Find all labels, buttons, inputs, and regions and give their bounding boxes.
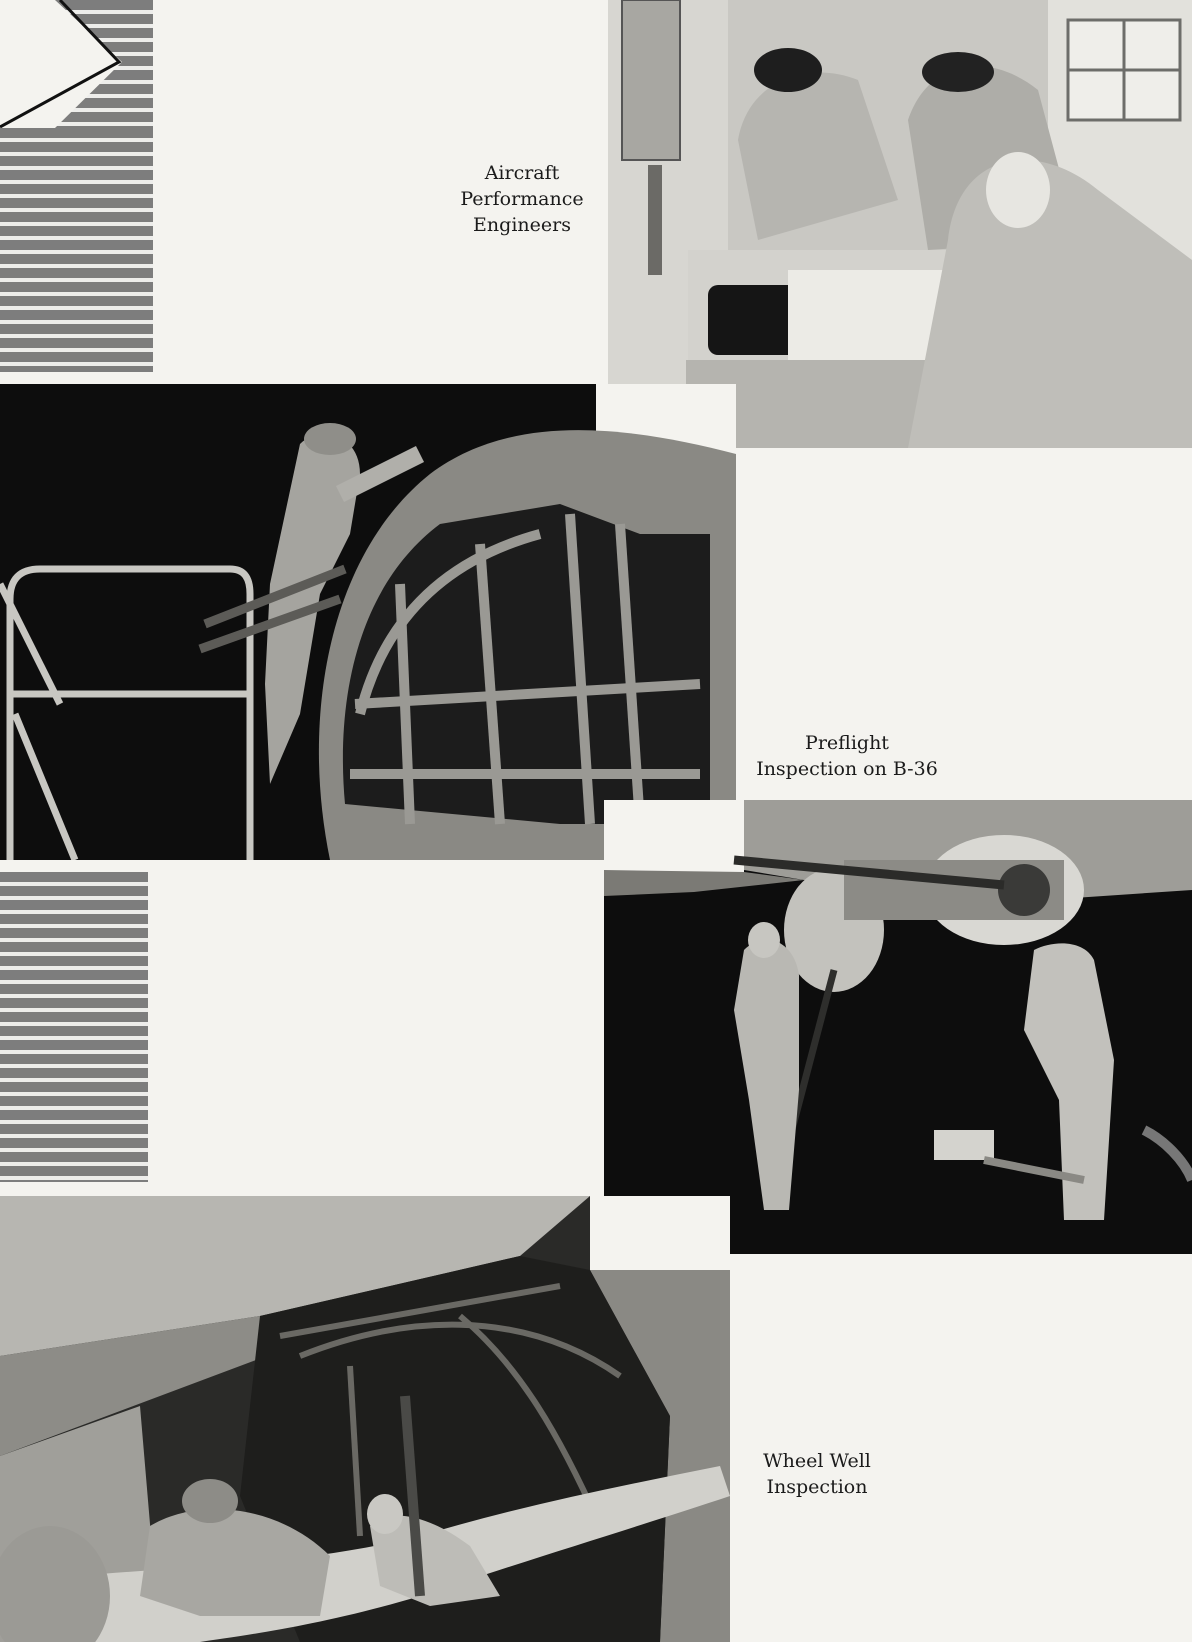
arrow-banner [0,0,153,128]
photo-preflight-turret-inspection [604,800,1192,1254]
caption-wheel-well-inspection [752,1448,882,1500]
caption-line: Inspection [766,1476,868,1498]
photo-aircraft-performance-engineers [608,0,1192,448]
photo-preflight-nose-inspection [0,384,736,860]
caption-line: Inspection on B-36 [756,758,938,780]
caption-line: Engineers [473,214,571,236]
photo-wheel-well-inspection [0,1196,730,1642]
caption-preflight-inspection-b36 [752,730,942,782]
caption-line: Preflight [805,732,889,754]
caption-line: Aircraft [484,162,560,184]
caption-aircraft-performance-engineers [448,160,596,238]
caption-line: Wheel Well [763,1450,871,1472]
stripe-block-middle [0,872,148,1182]
caption-line: Performance [460,188,584,210]
stripe-block-top [0,128,153,372]
